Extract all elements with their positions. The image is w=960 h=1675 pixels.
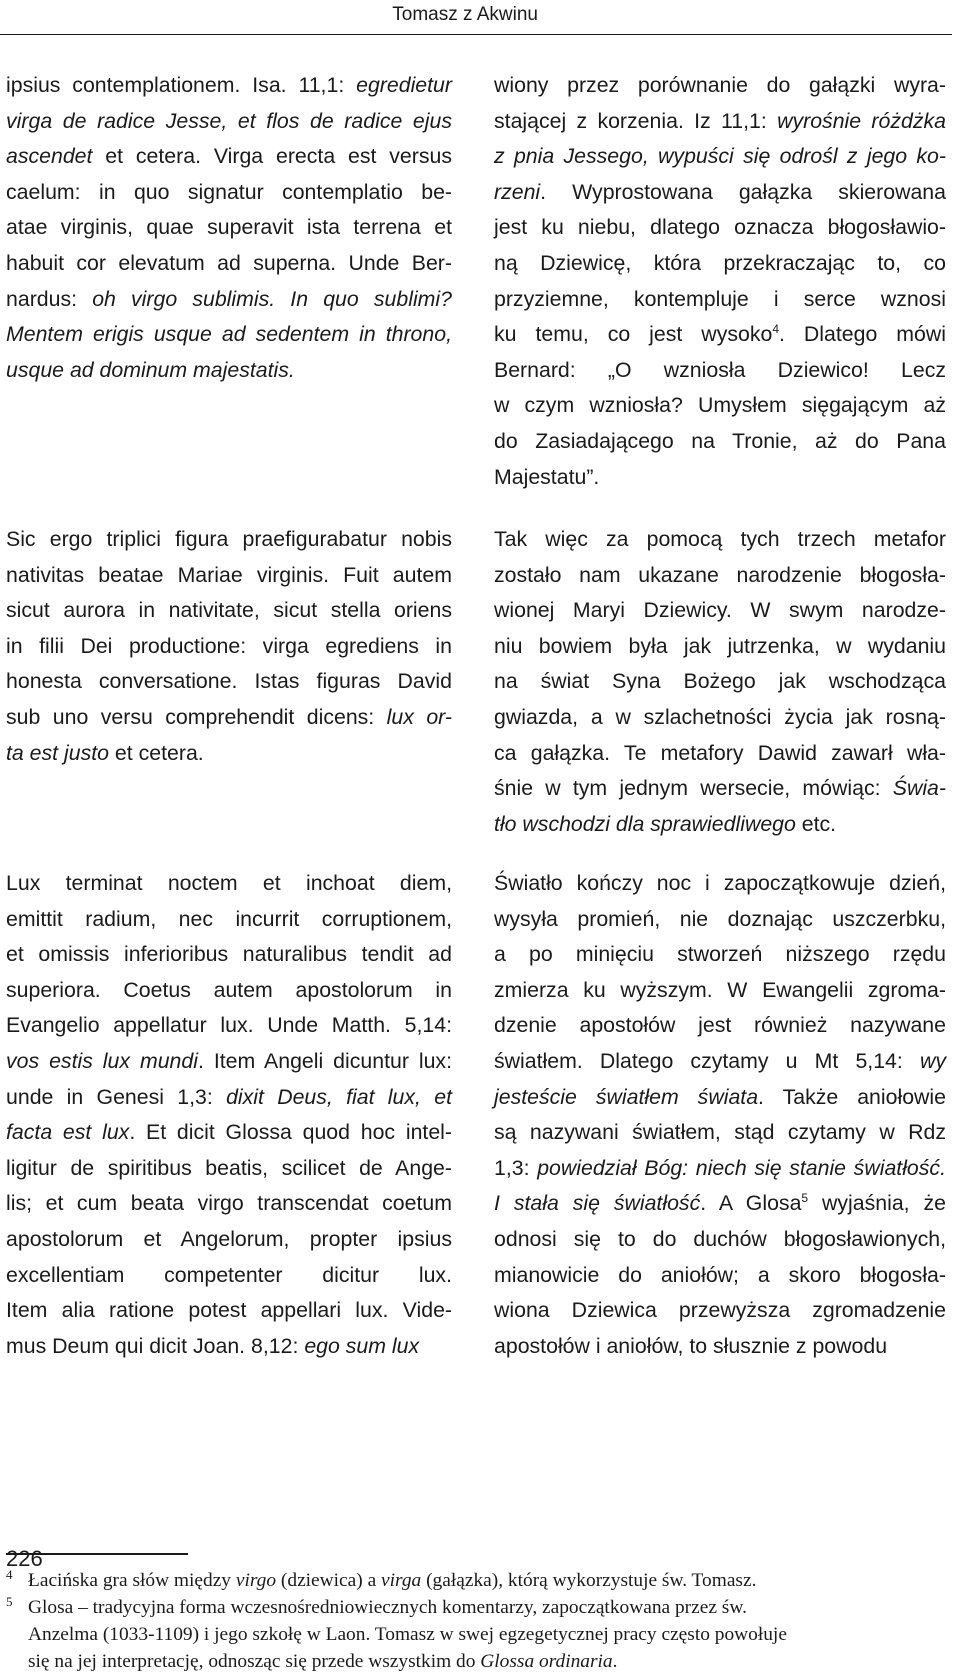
text-run: Anzelma (1033-1109) i jego szkołę w Laon. Tomasz w swej egzegetycznej pracy często powołuje [28, 1624, 787, 1645]
footnote-5-line [6, 1621, 950, 1648]
text-line [494, 353, 946, 389]
text-line [494, 771, 946, 807]
text-run: Tak więc za pomocą tych trzech metafor [494, 527, 946, 551]
text-line [494, 68, 946, 104]
text-run: . Wyprostowana gałązka skierowana [540, 179, 946, 204]
text-line [494, 558, 946, 594]
text-line [6, 1258, 452, 1294]
text-run: . Także aniołowie [758, 1084, 946, 1109]
text-run: jest ku niebu, dlatego oznacza błogosławio- [494, 215, 946, 240]
text-line [6, 1151, 452, 1187]
latin-paragraph-1 [6, 68, 452, 388]
text-run: nardus: [6, 286, 93, 311]
text-run: wyjaśnia, że [808, 1191, 946, 1216]
text-line [494, 700, 946, 736]
text-run: Światło kończy noc i zapoczątkowuje dzień, [494, 871, 946, 895]
text-line [6, 246, 452, 282]
polish-paragraph-3 [494, 866, 946, 1364]
italic-run: rzeni [494, 179, 541, 204]
text-run: mianowicie do aniołów; a skoro błogosła- [494, 1262, 946, 1287]
text-line [6, 736, 452, 772]
italic-run: usque ad dominum majestatis. [6, 357, 295, 382]
text-run: się na jej interpretację, odnosząc się przede wszystkim do [28, 1651, 481, 1672]
italic-run: virga [381, 1570, 422, 1591]
text-line [494, 1222, 946, 1258]
text-run: światłem. Dlatego czytamy u Mt 5,14: [494, 1048, 920, 1073]
text-run: habuit cor elevatum ad superna. Unde Ber- [6, 250, 452, 275]
text-run: caelum: in quo signatur contemplatio be- [6, 179, 452, 204]
text-line [6, 593, 452, 629]
italic-run: Świa- [892, 776, 946, 801]
footnote-text [28, 1597, 747, 1618]
text-run: lis; et cum beata virgo transcendat coetum [6, 1191, 452, 1216]
text-run: są nazywani światłem, stąd czytamy w Rdz [494, 1120, 946, 1145]
text-run: ną Dziewicę, która przekraczając to, co [494, 250, 946, 275]
text-run: Sic ergo triplici figura praefigurabatur nobis [6, 527, 452, 551]
italic-run: ta est justo [6, 740, 109, 765]
text-line [494, 175, 946, 211]
text-run: apostolorum et Angelorum, propter ipsius [6, 1226, 452, 1251]
italic-run: virgo [235, 1570, 277, 1591]
text-run: Lux terminat noctem et inchoat diem, [6, 871, 452, 895]
italic-run: Glossa ordinaria [480, 1651, 613, 1672]
text-line [6, 664, 452, 700]
text-run: . A Glosa [700, 1191, 802, 1216]
text-line [494, 246, 946, 282]
italic-run: facta est lux [6, 1120, 130, 1145]
text-run: a po minięciu stworzeń niższego rzędu [494, 942, 946, 967]
italic-run: Mentem erigis usque ad sedentem in throno, [6, 322, 452, 347]
text-line [6, 104, 452, 140]
text-run: superiora. Coetus autem apostolorum in [6, 977, 452, 1002]
text-run: stającej z korzenia. Iz 11,1: [494, 108, 778, 133]
text-line [494, 282, 946, 318]
text-run: Bernard: „O wzniosła Dziewico! Lecz [494, 357, 946, 382]
text-line [6, 68, 452, 104]
text-line [494, 629, 946, 665]
text-line [494, 139, 946, 175]
text-line [6, 1115, 452, 1151]
text-run: Glosa – tradycyjna forma wczesnośredniowiecznych komentarzy, zapoczątkowana przez św. [28, 1597, 747, 1618]
text-run: wiona Dziewica przewyższa zgromadzenie [494, 1298, 946, 1323]
text-run: ligitur de spiritibus beatis, scilicet de Ange- [6, 1155, 452, 1180]
running-header [0, 0, 952, 35]
text-line [494, 973, 946, 1009]
text-line [494, 460, 946, 496]
text-run: et omissis inferioribus naturalibus tendit ad [6, 942, 452, 967]
text-run: przyziemne, kontempluje i serce wznosi [494, 286, 946, 311]
text-line [494, 1008, 946, 1044]
text-run: wiony przez porównanie do gałązki wyra- [494, 73, 946, 97]
text-line [6, 522, 452, 558]
text-line [6, 282, 452, 318]
text-run: (dziewica) a [276, 1570, 382, 1591]
text-line [6, 1329, 452, 1365]
text-line [494, 902, 946, 938]
text-run: atae virginis, quae superavit ista terrena et [6, 215, 452, 240]
text-line [494, 104, 946, 140]
text-run: Łacińska gra słów między [28, 1570, 236, 1591]
footnotes [6, 1567, 950, 1675]
text-run: etc. [795, 811, 837, 836]
page-number: 226 [6, 1546, 43, 1571]
text-run: apostołów i aniołów, to słusznie z powodu [494, 1333, 888, 1358]
text-run: excellentiam competenter dicitur lux. [6, 1262, 452, 1287]
footnote-4: 4 Łacińska gra słów między virgo (dziewica) a virga (gałązka), którą wykorzystuje św. Tomasz. [6, 1566, 757, 1591]
text-run: na świat Syna Bożego jak wschodząca [494, 669, 946, 694]
text-run: odnosi się to do duchów błogosławionych, [494, 1226, 946, 1251]
italic-run: ego sum lux [304, 1333, 420, 1358]
italic-run: powiedział Bóg: niech się stanie światłość. [537, 1155, 946, 1180]
text-run: ipsius contemplationem. Isa. 11,1: [6, 73, 357, 97]
latin-paragraph-2 [6, 522, 452, 771]
italic-run: vos estis lux mundi [6, 1048, 198, 1073]
polish-paragraph-2 [494, 522, 946, 842]
text-line [494, 807, 946, 843]
polish-paragraph-1 [494, 68, 946, 495]
footnote-5-line [6, 1648, 950, 1675]
text-run: . [612, 1651, 618, 1672]
text-run: 1,3: [494, 1155, 538, 1180]
text-line [494, 522, 946, 558]
text-line [494, 210, 946, 246]
text-line [6, 1186, 452, 1222]
italic-run: virga de radice Jesse, et flos de radice ejus [6, 108, 452, 133]
footnote-reference: 5 [801, 1191, 809, 1206]
italic-run: lux or- [386, 704, 452, 729]
text-line [6, 317, 452, 353]
text-run: (gałązka), którą wykorzystuje św. Tomasz. [421, 1570, 757, 1591]
text-run: mus Deum qui dicit Joan. 8,12: [6, 1333, 305, 1358]
text-line [494, 1258, 946, 1294]
text-run: wysyła promień, nie doznając uszczerbku, [494, 906, 946, 931]
text-line [6, 1293, 452, 1329]
text-line [494, 1115, 946, 1151]
text-run: Evangelio appellatur lux. Unde Matth. 5,14: [6, 1013, 452, 1038]
text-run: zmierza ku wyższym. W Ewangelii zgroma- [494, 977, 946, 1002]
italic-run: wy [919, 1048, 946, 1073]
text-line [494, 1293, 946, 1329]
text-line [6, 866, 452, 902]
text-line [6, 1222, 452, 1258]
text-line [494, 317, 946, 353]
text-run: . Dlatego mówi [779, 322, 946, 347]
text-run: emittit radium, nec incurrit corruptionem, [6, 906, 452, 931]
text-line [494, 388, 946, 424]
italic-run: tło wschodzi dla sprawiedliwego [494, 811, 796, 836]
italic-run: I stała się światłość [494, 1191, 701, 1216]
text-run: et cetera. Virga erecta est versus [92, 144, 452, 169]
text-line [494, 1329, 946, 1365]
latin-paragraph-3 [6, 866, 452, 1364]
text-run: niu bowiem była jak jutrzenka, w wydaniu [494, 633, 946, 658]
text-run: ku temu, co jest wysoko [494, 322, 773, 347]
text-line [6, 210, 452, 246]
italic-run: wyrośnie różdżka [777, 108, 946, 133]
footnote-5: 5 Glosa – tradycyjna forma wczesnośredniowiecznych komentarzy, zapoczątkowana przez św. [6, 1593, 747, 1618]
text-line [6, 353, 452, 389]
text-run: śnie w tym jednym wersecie, mówiąc: [494, 776, 893, 801]
text-run: Item alia ratione potest appellari lux. Vide- [6, 1298, 452, 1323]
text-line [6, 1008, 452, 1044]
text-run: . Item Angeli dicuntur lux: [197, 1048, 453, 1073]
text-run: et cetera. [109, 740, 204, 765]
text-run: zostało nam ukazane narodzenie błogosła- [494, 562, 946, 587]
text-line [6, 937, 452, 973]
italic-run: egredietur [356, 73, 452, 97]
text-line [494, 593, 946, 629]
text-line [6, 700, 452, 736]
text-line [494, 664, 946, 700]
text-run: dzenie apostołów jest również nazywane [494, 1013, 946, 1038]
text-line [6, 629, 452, 665]
italic-run: z pnia Jessego, wypuści się odrośl z jego ko- [494, 144, 946, 169]
text-run: Majestatu”. [494, 464, 600, 489]
text-run: wionej Maryi Dziewicy. W swym narodze- [494, 598, 946, 623]
italic-run: dixit Deus, fiat lux, et [226, 1084, 452, 1109]
text-run: unde in Genesi 1,3: [6, 1084, 227, 1109]
text-line [6, 558, 452, 594]
text-run: w czym wzniosła? Umysłem sięgającym aż [494, 393, 946, 418]
text-line [494, 937, 946, 973]
text-line [494, 1186, 946, 1222]
text-line [6, 175, 452, 211]
text-line [6, 1044, 452, 1080]
text-line [6, 973, 452, 1009]
text-run: in filii Dei productione: virga egrediens in [6, 633, 452, 658]
text-line [494, 424, 946, 460]
italic-run: jesteście światłem świata [494, 1084, 759, 1109]
text-run: gwiazda, a w szlachetności życia jak rosną- [494, 704, 946, 729]
text-run: honesta conversatione. Istas figuras David [6, 669, 452, 694]
text-line [494, 866, 946, 902]
text-run: sub uno versu comprehendit dicens: [6, 704, 387, 729]
text-line [494, 1080, 946, 1116]
text-run: sicut aurora in nativitate, sicut stella oriens [6, 598, 452, 623]
text-line [6, 902, 452, 938]
text-line [6, 1080, 452, 1116]
footnote-reference: 4 [772, 322, 780, 337]
text-run: . Et dicit Glossa quod hoc intel- [129, 1120, 453, 1145]
text-run: nativitas beatae Mariae virginis. Fuit autem [6, 562, 452, 587]
italic-run: ascendet [6, 144, 93, 169]
text-run: do Zasiadającego na Tronie, aż do Pana [494, 428, 946, 453]
text-line [6, 139, 452, 175]
italic-run: oh virgo sublimis. In quo sublimi? [92, 286, 453, 311]
text-line [494, 736, 946, 772]
text-run: ca gałązka. Te metafory Dawid zawarł wła- [494, 740, 946, 765]
text-line [494, 1044, 946, 1080]
text-line [494, 1151, 946, 1187]
running-head-title: Tomasz z Akwinu [392, 4, 538, 25]
